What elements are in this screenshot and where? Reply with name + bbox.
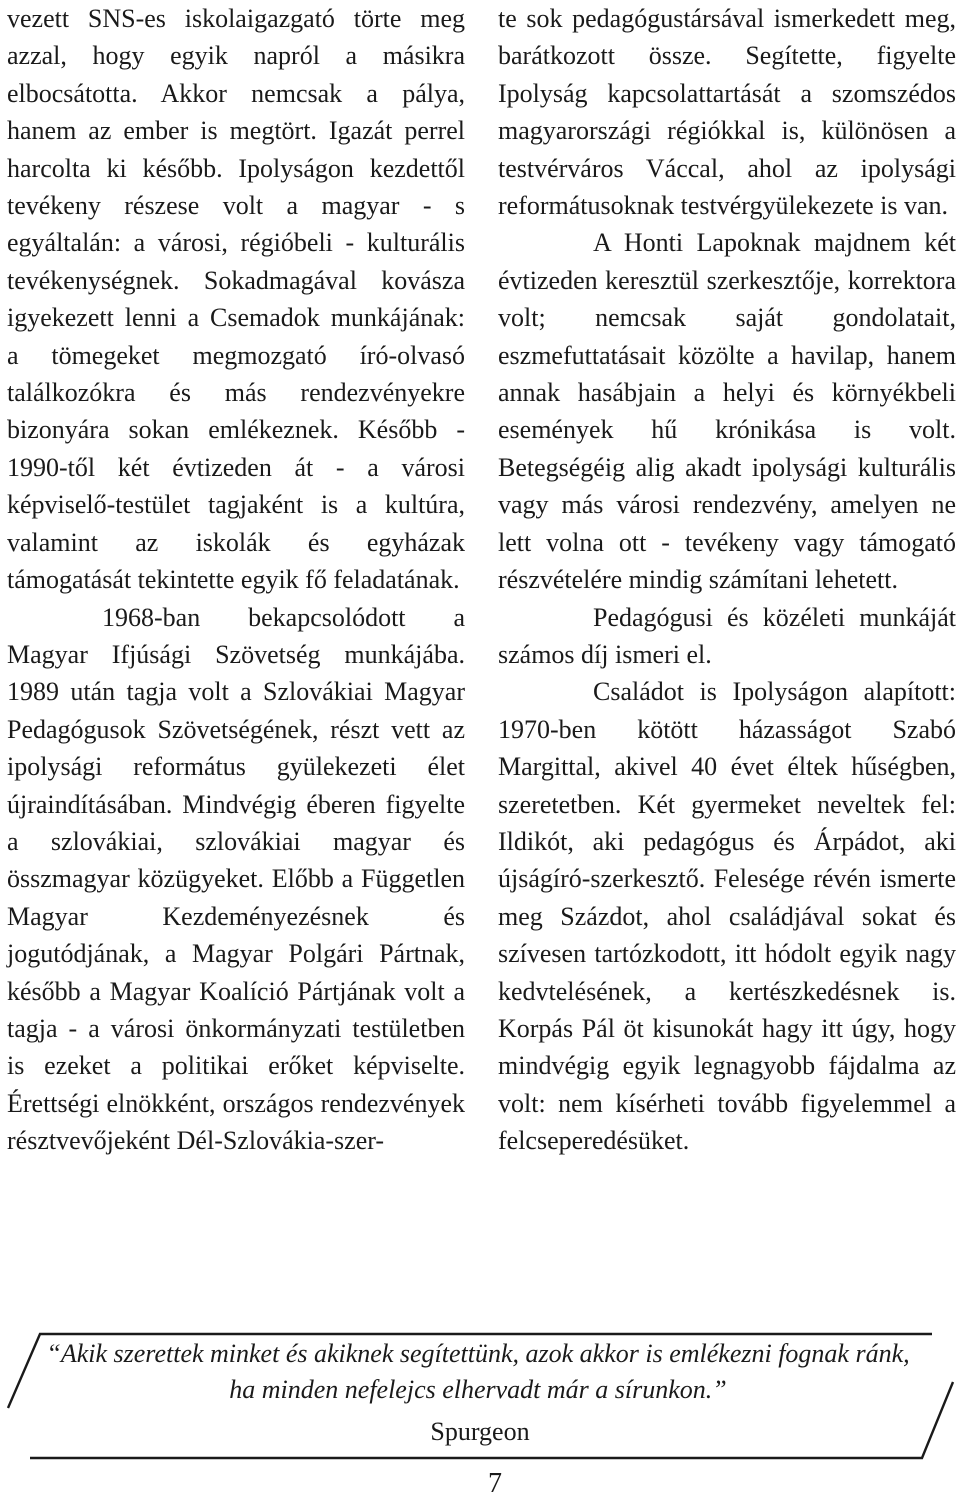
quote-text: “Akik szerettek minket és akiknek segítettünk, azok akkor is emlékezni fognak ránk, ha minden nefelejcs elhervadt már a sírunkon.” [46, 1339, 910, 1404]
paragraph: A Honti Lapoknak majdnem két évtizeden keresztül szerkesztője, korrektora volt; nemcsak saját gondolatait, eszmefuttatásait közölte a havilap, hanem annak hasábjain a helyi és környékbeli események hű krónikása is volt. Betegségéig alig akadt ipolysági kulturális vagy más városi rendezvény, amelyen ne lett volna ott - tevékeny vagy támogató részvételére mindig számítani lehetett. [498, 228, 956, 595]
quote-author: Spurgeon [430, 1417, 530, 1446]
quote-box [0, 1330, 960, 1462]
page-number: 7 [488, 1468, 502, 1499]
paragraph: te sok pedagógustársával ismerkedett meg, barátkozott össze. Segítette, figyelte Ipolyság kapcsolattartását a szomszédos magyarországi régiókkal is, különösen a testvérváros Váccal, ahol az ipolysági reformátusoknak testvérgyülekezete is van. [498, 4, 956, 221]
right-column [498, 0, 956, 1160]
left-column [7, 0, 465, 1160]
paragraph: Pedagógusi és közéleti munkáját számos díj ismeri el. [498, 602, 956, 669]
paragraph: Családot is Ipolyságon alapított: 1970-ben kötött házasságot Szabó Margittal, akivel 40 évet éltek hűségben, szeretetben. Két gyermeket neveltek fel: Ildikót, aki pedagógus és Árpádot, aki újságíró-szerkesztő. Felesége révén ismerte meg Százdot, ahol családjával sokat és szívesen tartózkodott, itt hódolt egyik nagy kedvtelésének, a kertészkedésnek is. Korpás Pál öt kisunokát hagy itt úgy, hogy mindvégig egyik legnagyobb fájdalma az volt: nem kísérheti tovább figyelemmel a felcseperedésüket. [498, 677, 956, 1156]
paragraph: 1968-ban bekapcsolódott a Magyar Ifjúsági Szövetség munkájába. 1989 után tagja volt a Szlovákiai Magyar Pedagógusok Szövetségének, részt vett az ipolysági református gyülekezeti élet újraindításában. Mindvégig éberen figyelte a szlovákiai, szlovákiai magyar és összmagyar közügyeket. Előbb a Független Magyar Kezdeményezésnek és jogutódjának, a Magyar Polgári Pártnak, később a Magyar Koalíció Pártjának volt a tagja - a városi önkormányzati testületben is ezeket a politikai erőket képviselte. Érettségi elnökként, országos rendezvények résztvevőjeként Dél-Szlovákia-szer- [7, 602, 465, 1156]
paragraph: vezett SNS-es iskolaigazgató törte meg azzal, hogy egyik napról a másikra elbocsátotta. Akkor nemcsak a pálya, hanem az ember is megtört. Igazát perrel harcolta ki később. Ipolyságon kezdettől tevékeny részese volt a magyar - s egyáltalán: a városi, régióbeli - kulturális tevékenységnek. Sokadmagával kovásza igyekezett lenni a Csemadok munkájának: a tömegeket megmozgató író-olvasó találkozókra és más rendezvényekre bizonyára sokan emlékeznek. Később - 1990-től két évtizeden át - a városi képviselő-testület tagjaként is a kultúra, valamint az iskolák és egyházak támogatását tekintette egyik fő feladatának. [7, 4, 465, 595]
